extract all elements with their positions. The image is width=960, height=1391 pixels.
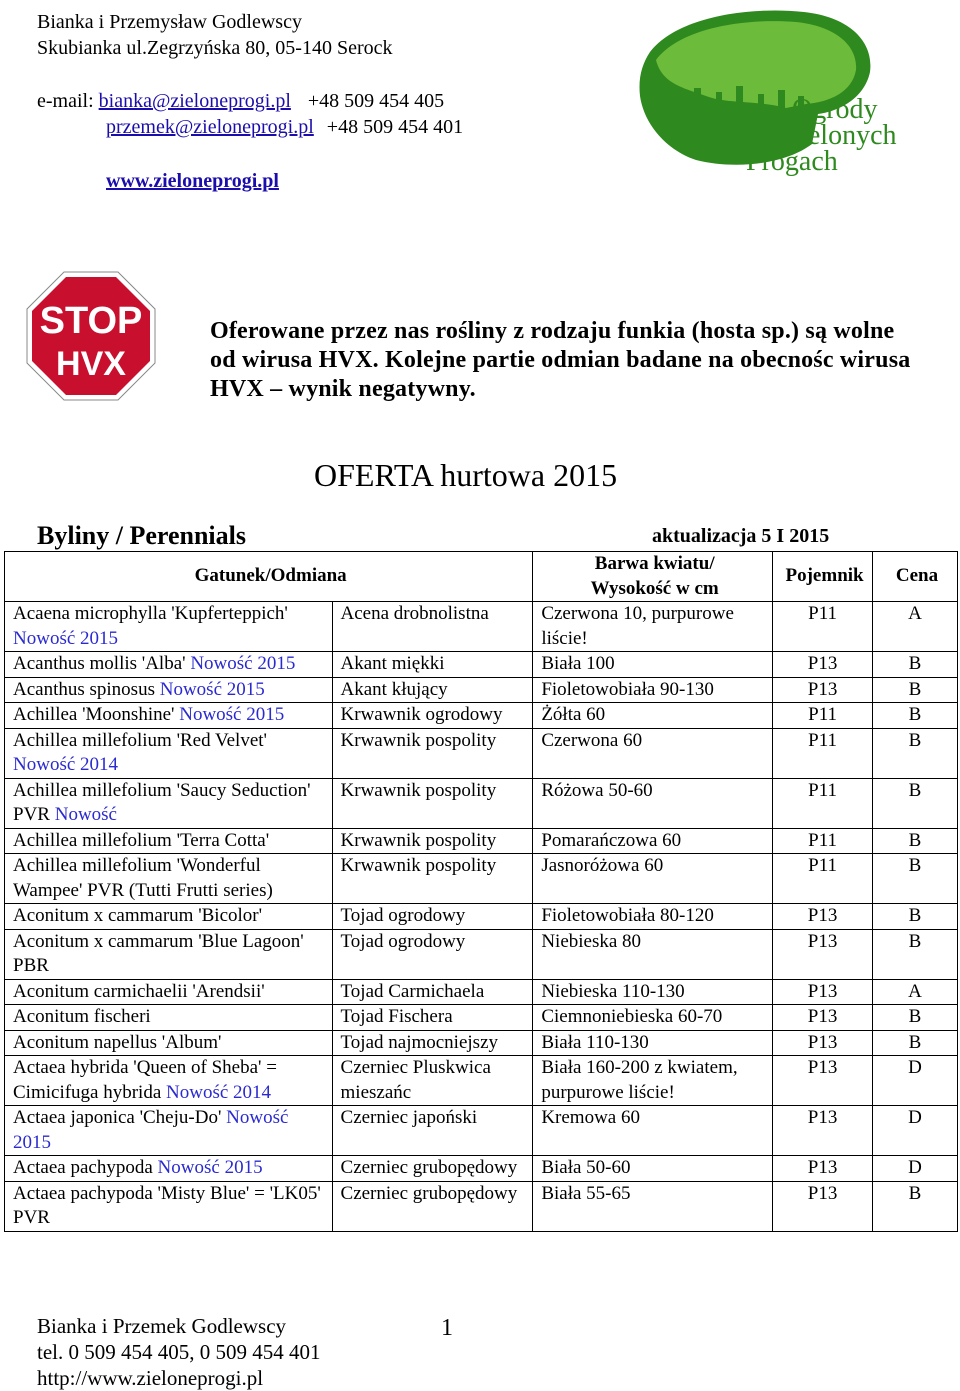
cell-container: P13 — [773, 677, 873, 703]
species-name: Aconitum napellus 'Album' — [13, 1031, 222, 1053]
cell-color-height: Biała 55-65 — [533, 1181, 773, 1231]
footer-phones: tel. 0 509 454 405, 0 509 454 401 — [37, 1340, 321, 1364]
species-name: Aconitum x cammarum 'Bicolor' — [13, 905, 263, 926]
website-line — [106, 168, 279, 194]
cell-price: A — [873, 979, 958, 1005]
cell-container: P13 — [773, 652, 873, 678]
stop-text: STOP — [39, 300, 143, 342]
cell-color-height: Czerwona 10, purpurowe liście! — [533, 602, 773, 652]
novelty-label: Nowość 2015 — [159, 678, 265, 700]
table-header-row — [5, 552, 958, 602]
cell-price: B — [873, 677, 958, 703]
cell-price: B — [873, 904, 958, 930]
offer-title: OFERTA hurtowa 2015 — [314, 457, 618, 493]
cell-polish-name: Czerniec Pluskwica mieszańc — [332, 1056, 533, 1106]
cell-polish-name: Krwawnik pospolity — [332, 854, 533, 904]
cell-container: P11 — [773, 703, 873, 729]
cell-species — [5, 1156, 333, 1182]
table-row — [5, 602, 958, 652]
logo-graphic — [636, 4, 926, 180]
footer — [37, 1313, 321, 1391]
species-name: Aconitum fischeri — [13, 1006, 151, 1027]
cell-species — [5, 1181, 333, 1231]
table-row — [5, 1181, 958, 1231]
header-color-line-1: Barwa kwiatu/ — [594, 553, 715, 574]
cell-species — [5, 602, 333, 652]
cell-container: P13 — [773, 1005, 873, 1031]
cell-price: B — [873, 1005, 958, 1031]
logo-text-2: o Zielonych — [762, 120, 897, 151]
cell-container: P13 — [773, 979, 873, 1005]
novelty-label: Nowość 2015 — [157, 1157, 263, 1178]
cell-species — [5, 677, 333, 703]
cell-color-height: Fioletowobiała 90-130 — [533, 677, 773, 703]
cell-container: P11 — [773, 602, 873, 652]
cell-species — [5, 1056, 333, 1106]
email-label: e-mail: — [37, 90, 94, 112]
cell-price: B — [873, 778, 958, 828]
table-row — [5, 652, 958, 678]
table-row — [5, 728, 958, 778]
header-color — [533, 552, 773, 602]
species-name: Actaea pachypoda 'Misty Blue' = 'LK05' PVR — [13, 1182, 321, 1228]
cell-polish-name: Czerniec japoński — [332, 1106, 533, 1156]
cell-color-height: Biała 100 — [533, 652, 773, 678]
table-row — [5, 1056, 958, 1106]
cell-color-height: Biała 160-200 z kwiatem, purpurowe liście! — [533, 1056, 773, 1106]
cell-color-height: Różowa 50-60 — [533, 778, 773, 828]
novelty-label: Nowość — [54, 804, 117, 825]
table-row — [5, 1156, 958, 1182]
cell-container: P13 — [773, 929, 873, 979]
hvx-notice — [210, 317, 910, 404]
header-container: Pojemnik — [773, 552, 873, 602]
species-name: Aconitum carmichaelii 'Arendsii' — [13, 980, 265, 1002]
footer-name: Bianka i Przemek Godlewscy — [37, 1314, 287, 1338]
novelty-label: Nowość 2015 — [13, 627, 119, 649]
header-color-line-2: Wysokość w cm — [590, 577, 719, 599]
table-row — [5, 703, 958, 729]
table-row — [5, 1030, 958, 1056]
email-line-2 — [106, 114, 463, 140]
cell-container: P11 — [773, 828, 873, 854]
species-name: Achillea 'Moonshine' — [13, 704, 175, 725]
cell-color-height: Niebieska 110-130 — [533, 979, 773, 1005]
cell-polish-name: Tojad najmocniejszy — [332, 1030, 533, 1056]
cell-species — [5, 828, 333, 854]
cell-price: B — [873, 652, 958, 678]
cell-container: P13 — [773, 1156, 873, 1182]
cell-polish-name: Tojad ogrodowy — [332, 904, 533, 930]
cell-species — [5, 1005, 333, 1031]
cell-container: P13 — [773, 1030, 873, 1056]
cell-polish-name: Czerniec grubopędowy — [332, 1156, 533, 1182]
table-row — [5, 929, 958, 979]
table-row — [5, 778, 958, 828]
species-name: Achillea millefolium 'Red Velvet' — [13, 729, 267, 751]
logo-text-3: Progach — [746, 146, 838, 177]
website-link[interactable]: www.zieloneprogi.pl — [106, 170, 279, 192]
species-name: Actaea hybrida 'Queen of Sheba' = Cimicifuga hybrida — [13, 1057, 277, 1103]
cell-price: A — [873, 602, 958, 652]
company-address: Skubianka ul.Zegrzyńska 80, 05-140 Serock — [37, 37, 393, 59]
cell-color-height: Czerwona 60 — [533, 728, 773, 778]
phone-2: +48 509 454 401 — [326, 116, 464, 138]
cell-container: P13 — [773, 904, 873, 930]
species-name: Acanthus spinosus — [13, 678, 155, 700]
cell-polish-name: Akant miękki — [332, 652, 533, 678]
novelty-label: Nowość 2014 — [13, 754, 119, 775]
stop-sign-icon — [26, 271, 156, 401]
cell-color-height: Pomarańczowa 60 — [533, 828, 773, 854]
species-name: Acanthus mollis 'Alba' — [13, 653, 186, 674]
cell-polish-name: Krwawnik pospolity — [332, 828, 533, 854]
table-row — [5, 1106, 958, 1156]
cell-polish-name: Krwawnik pospolity — [332, 728, 533, 778]
cell-container: P11 — [773, 778, 873, 828]
page-number: 1 — [441, 1315, 453, 1341]
novelty-label: Nowość 2015 — [179, 704, 285, 725]
species-name: Aconitum x cammarum 'Blue Lagoon' PBR — [13, 930, 304, 976]
cell-price: D — [873, 1156, 958, 1182]
cell-color-height: Fioletowobiała 80-120 — [533, 904, 773, 930]
cell-polish-name: Tojad ogrodowy — [332, 929, 533, 979]
hvx-text: HVX — [56, 345, 126, 383]
species-name: Actaea pachypoda — [13, 1157, 153, 1178]
species-name: Achillea millefolium 'Terra Cotta' — [13, 829, 270, 851]
cell-price: B — [873, 1030, 958, 1056]
cell-species — [5, 1106, 333, 1156]
email-line-1 — [37, 88, 444, 114]
cell-price: B — [873, 854, 958, 904]
cell-container: P13 — [773, 1056, 873, 1106]
species-name: Achillea millefolium 'Wonderful Wampee' PVR (Tutti Frutti series) — [13, 855, 273, 901]
cell-polish-name: Akant kłujący — [332, 677, 533, 703]
hvx-notice-line-3: HVX – wynik negatywny. — [210, 376, 476, 402]
cell-polish-name: Acena drobnolistna — [332, 602, 533, 652]
cell-color-height: Kremowa 60 — [533, 1106, 773, 1156]
cell-color-height: Biała 50-60 — [533, 1156, 773, 1182]
cell-color-height: Ciemnoniebieska 60-70 — [533, 1005, 773, 1031]
cell-color-height: Jasnoróżowa 60 — [533, 854, 773, 904]
cell-species — [5, 929, 333, 979]
stop-hvx-sign — [26, 271, 156, 401]
novelty-label: Nowość 2014 — [166, 1081, 272, 1103]
cell-price: B — [873, 929, 958, 979]
table-row — [5, 904, 958, 930]
cell-price: B — [873, 728, 958, 778]
cell-polish-name: Krwawnik pospolity — [332, 778, 533, 828]
table-row — [5, 828, 958, 854]
cell-species — [5, 904, 333, 930]
ogrody-logo — [636, 4, 926, 180]
logo-text-1: Ogrody — [792, 94, 878, 125]
cell-species — [5, 703, 333, 729]
cell-color-height: Żółta 60 — [533, 703, 773, 729]
species-name: Acaena microphylla 'Kupferteppich' — [13, 603, 288, 624]
cell-polish-name: Tojad Carmichaela — [332, 979, 533, 1005]
cell-color-height: Biała 110-130 — [533, 1030, 773, 1056]
hvx-notice-line-2: od wirusa HVX. Kolejne partie odmian badane na obecnośc wirusa — [210, 347, 911, 373]
table-row — [5, 1005, 958, 1031]
cell-price: B — [873, 703, 958, 729]
cell-species — [5, 854, 333, 904]
cell-species — [5, 652, 333, 678]
cell-price: B — [873, 1181, 958, 1231]
email-link-przemek[interactable]: przemek@zieloneprogi.pl — [106, 116, 314, 138]
table-row — [5, 854, 958, 904]
cell-species — [5, 728, 333, 778]
header-species: Gatunek/Odmiana — [5, 552, 533, 602]
cell-container: P11 — [773, 854, 873, 904]
cell-container: P13 — [773, 1106, 873, 1156]
cell-price: D — [873, 1056, 958, 1106]
offer-table — [4, 551, 958, 1232]
cell-species — [5, 1030, 333, 1056]
cell-species — [5, 979, 333, 1005]
company-name: Bianka i Przemysław Godlewscy — [37, 11, 302, 33]
species-name: Achillea millefolium 'Saucy Seduction' PVR — [13, 779, 311, 825]
section-heading: Byliny / Perennials — [37, 521, 246, 550]
header-price: Cena — [873, 552, 958, 602]
novelty-label: Nowość 2015 — [190, 653, 296, 674]
cell-polish-name: Czerniec grubopędowy — [332, 1181, 533, 1231]
email-link-bianka[interactable]: bianka@zieloneprogi.pl — [98, 90, 291, 112]
cell-price: D — [873, 1106, 958, 1156]
update-date: aktualizacja 5 I 2015 — [652, 525, 830, 547]
cell-polish-name: Tojad Fischera — [332, 1005, 533, 1031]
hvx-notice-line-1: Oferowane przez nas rośliny z rodzaju funkia (hosta sp.) są wolne — [210, 318, 895, 344]
footer-url: http://www.zieloneprogi.pl — [37, 1366, 264, 1390]
species-name: Actaea japonica 'Cheju-Do' — [13, 1107, 222, 1128]
cell-species — [5, 778, 333, 828]
phone-1: +48 509 454 405 — [307, 90, 445, 112]
cell-polish-name: Krwawnik ogrodowy — [332, 703, 533, 729]
table-row — [5, 677, 958, 703]
cell-container: P13 — [773, 1181, 873, 1231]
cell-price: B — [873, 828, 958, 854]
table-row — [5, 979, 958, 1005]
cell-color-height: Niebieska 80 — [533, 929, 773, 979]
novelty-label: Nowość 2015 — [13, 1107, 289, 1153]
cell-container: P11 — [773, 728, 873, 778]
